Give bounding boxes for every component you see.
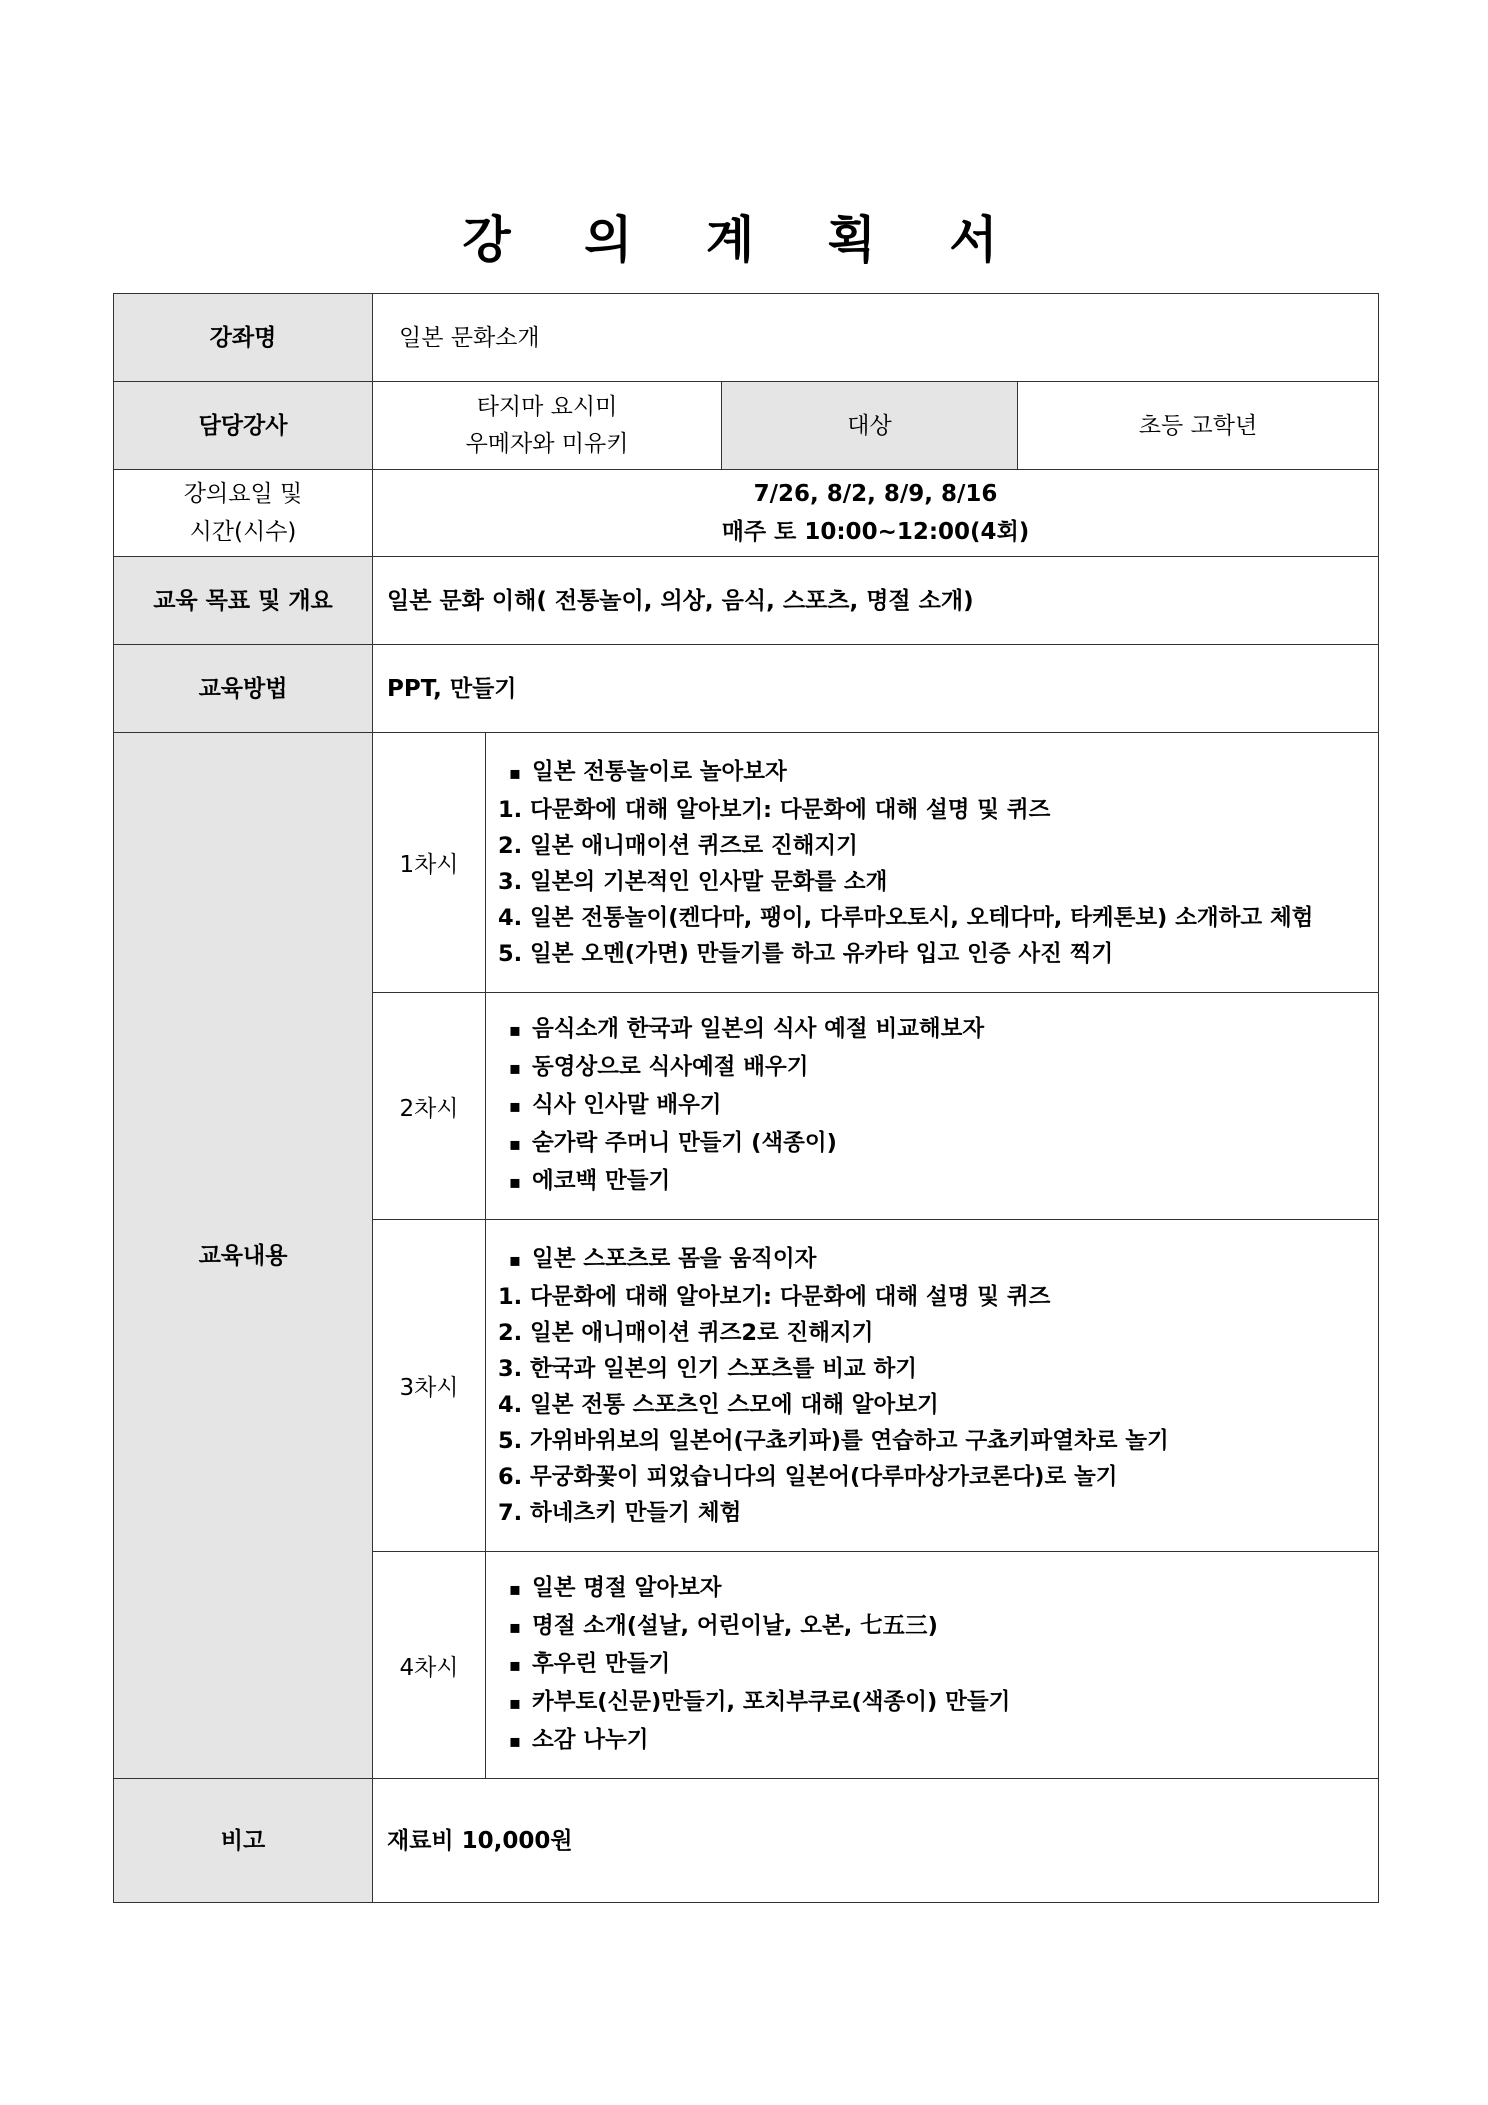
session-1-item: 1. 다문화에 대해 알아보기: 다문화에 대해 설명 및 퀴즈 — [498, 796, 1051, 823]
session-4-label: 4차시 — [373, 1552, 486, 1779]
session-3-item: 3. 한국과 일본의 인기 스포츠를 비교 하기 — [498, 1355, 917, 1382]
target-value: 초등 고학년 — [1018, 382, 1379, 470]
schedule-label-line2: 시간(시수) — [189, 519, 297, 545]
session-3-item: 1. 다문화에 대해 알아보기: 다문화에 대해 설명 및 퀴즈 — [498, 1283, 1051, 1310]
target-label: 대상 — [722, 382, 1018, 470]
schedule-label-line1: 강의요일 및 — [183, 481, 303, 507]
goal-value: 일본 문화 이해( 전통놀이, 의상, 음식, 스포츠, 명절 소개) — [373, 557, 1379, 645]
schedule-dates: 7/26, 8/2, 8/9, 8/16 — [753, 481, 998, 507]
session-3-item: 4. 일본 전통 스포츠인 스모에 대해 알아보기 — [498, 1391, 939, 1418]
session-3-item: 2. 일본 애니매이션 퀴즈2로 진해지기 — [498, 1319, 874, 1346]
session-4-item: ▪ 카부토(신문)만들기, 포치부쿠로(색종이) 만들기 — [498, 1684, 1366, 1722]
remarks-label: 비고 — [114, 1779, 373, 1903]
method-label: 교육방법 — [114, 645, 373, 733]
session-1-item: 2. 일본 애니매이션 퀴즈로 진해지기 — [498, 832, 858, 859]
session-4-items — [486, 1552, 1379, 1779]
session-3-item: 7. 하네츠키 만들기 체험 — [498, 1499, 742, 1526]
instructor-name-1: 타지마 요시미 — [476, 393, 618, 420]
session-1-item: 4. 일본 전통놀이(켄다마, 팽이, 다루마오토시, 오테다마, 타케톤보) 소개하고 체험 — [498, 904, 1314, 931]
instructor-row — [114, 382, 1379, 470]
session-3-item: 5. 가위바위보의 일본어(구쵸키파)를 연습하고 구쵸키파열차로 놀기 — [498, 1427, 1169, 1454]
course-label: 강좌명 — [114, 294, 373, 382]
session-2-item: ▪ 에코백 만들기 — [498, 1163, 1366, 1201]
goal-row — [114, 557, 1379, 645]
schedule-value — [373, 470, 1379, 557]
instructor-names — [373, 382, 722, 470]
session-2-items — [486, 993, 1379, 1220]
session-3-items — [486, 1220, 1379, 1552]
lecture-plan-table — [113, 293, 1379, 1903]
remarks-value: 재료비 10,000원 — [373, 1779, 1379, 1903]
remarks-row — [114, 1779, 1379, 1903]
session-4-item: ▪ 소감 나누기 — [498, 1722, 1366, 1760]
course-row — [114, 294, 1379, 382]
session-3-label: 3차시 — [373, 1220, 486, 1552]
session-1-items — [486, 733, 1379, 993]
session-2-label: 2차시 — [373, 993, 486, 1220]
instructor-name-2: 우메자와 미유키 — [465, 430, 629, 457]
session-1-item: 3. 일본의 기본적인 인사말 문화를 소개 — [498, 868, 888, 895]
session-2-item: ▪ 식사 인사말 배우기 — [498, 1087, 1366, 1125]
schedule-row — [114, 470, 1379, 557]
course-value: 일본 문화소개 — [373, 294, 1379, 382]
session-4-item: ▪ 명절 소개(설날, 어린이날, 오본, 七五三) — [498, 1608, 1366, 1646]
goal-label: 교육 목표 및 개요 — [114, 557, 373, 645]
session-4-item: ▪ 후우린 만들기 — [498, 1646, 1366, 1684]
session-3-item: 6. 무궁화꽃이 피었습니다의 일본어(다루마상가코론다)로 놀기 — [498, 1463, 1118, 1490]
instructor-label: 담당강사 — [114, 382, 373, 470]
session-1-item: ▪ 일본 전통놀이로 놀아보자 — [498, 754, 1366, 792]
session-3-item: ▪ 일본 스포츠로 몸을 움직이자 — [498, 1241, 1366, 1279]
schedule-time: 매주 토 10:00~12:00(4회) — [721, 519, 1030, 545]
page-title: 강 의 계 획 서 — [462, 211, 1026, 269]
session-2-item: ▪ 음식소개 한국과 일본의 식사 예절 비교해보자 — [498, 1011, 1366, 1049]
session-4-item: ▪ 일본 명절 알아보자 — [498, 1570, 1366, 1608]
content-label: 교육내용 — [114, 733, 373, 1779]
schedule-label — [114, 470, 373, 557]
method-row — [114, 645, 1379, 733]
session-1-label: 1차시 — [373, 733, 486, 993]
session-row — [114, 733, 1379, 993]
session-2-item: ▪ 숟가락 주머니 만들기 (색종이) — [498, 1125, 1366, 1163]
session-1-item: 5. 일본 오멘(가면) 만들기를 하고 유카타 입고 인증 사진 찍기 — [498, 940, 1114, 967]
session-2-item: ▪ 동영상으로 식사예절 배우기 — [498, 1049, 1366, 1087]
method-value: PPT, 만들기 — [373, 645, 1379, 733]
